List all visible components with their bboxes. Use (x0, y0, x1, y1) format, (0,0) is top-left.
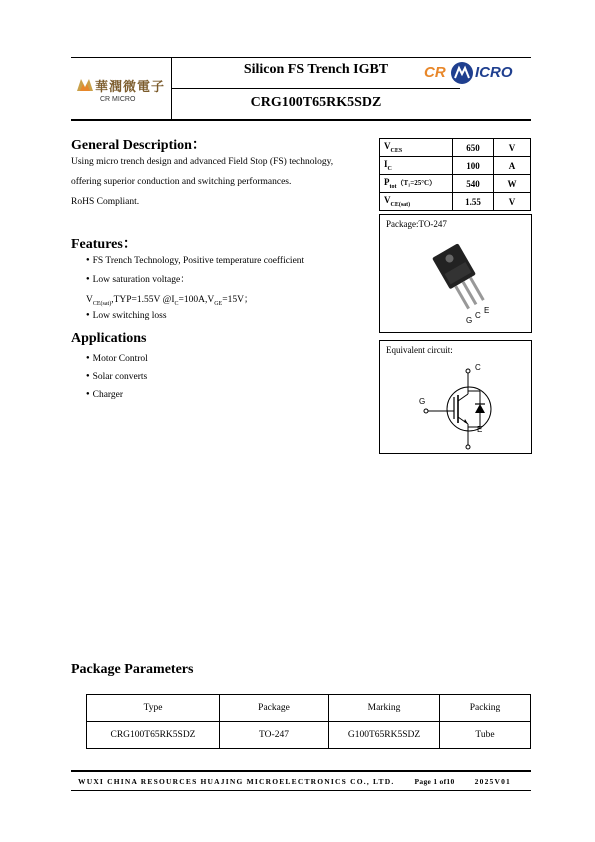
brand-logo (424, 60, 524, 86)
footer-page-number: Page 1 of10 (414, 777, 455, 786)
package-box (379, 214, 532, 333)
table-cell: G100T65RK5SDZ (329, 722, 440, 749)
rating-symbol (380, 193, 453, 211)
table-cell: Tube (440, 722, 531, 749)
company-logo (74, 72, 169, 112)
vce-sub-3: GE (214, 300, 223, 307)
header-cell: Package (220, 695, 329, 722)
rating-symbol (380, 139, 453, 157)
table-cell: TO-247 (220, 722, 329, 749)
header-top-rule (71, 57, 531, 58)
footer-text (78, 777, 511, 786)
symbol-subscript: C (387, 165, 392, 172)
package-label: Package:TO-247 (386, 219, 447, 229)
to247-package-icon (425, 243, 505, 323)
symbol-main: P (384, 177, 390, 188)
header-middle-rule (171, 88, 460, 89)
rating-value: 540 (453, 175, 494, 193)
igbt-symbol-icon (418, 361, 508, 451)
brand-text-left: CR (424, 64, 446, 81)
rating-symbol (380, 175, 453, 193)
package-pin-c: C (475, 311, 481, 320)
symbol-subscript: tot (389, 183, 397, 190)
general-description-line-2: offering superior conduction and switching performances. (71, 177, 292, 187)
rating-value: 100 (453, 157, 494, 175)
feature-item: ● FS Trench Technology, Positive temperature coefficient (86, 256, 304, 266)
logo-mark-icon (76, 76, 94, 94)
circuit-pin-e: E (477, 425, 483, 434)
symbol-subscript: CES (390, 147, 403, 154)
document-title: Silicon FS Trench IGBT (243, 62, 389, 77)
brand-text-right: ICRO (475, 64, 513, 81)
logo-english-name: CR MICRO (100, 96, 136, 103)
feature-item: ● Low saturation voltage： (86, 271, 190, 285)
symbol-subscript: CE(sat) (390, 201, 411, 208)
feature-item: ● Low switching loss (86, 311, 167, 321)
symbol-main: I (384, 159, 388, 170)
symbol-main: V (384, 195, 391, 206)
general-description-line-3: RoHS Compliant. (71, 197, 140, 207)
general-description-line-1: Using micro trench design and advanced Field Stop (FS) technology, (71, 157, 334, 167)
vce-text-a: V (86, 295, 93, 305)
symbol-main: V (384, 141, 391, 152)
table-row (380, 157, 531, 175)
equivalent-circuit-box (379, 340, 532, 454)
rating-unit: V (494, 139, 531, 157)
key-ratings-table (379, 138, 531, 211)
rating-unit: V (494, 193, 531, 211)
rating-value: 1.55 (453, 193, 494, 211)
header-cell: Packing (440, 695, 531, 722)
vce-sub-1: CE(sat) (92, 300, 112, 307)
header-cell: Type (87, 695, 220, 722)
part-number-title: CRG100T65RK5SDZ (250, 95, 382, 110)
package-pin-g: G (466, 316, 473, 325)
footer-rule-top (71, 770, 531, 772)
footer-rule-bottom (71, 790, 531, 791)
rating-symbol (380, 157, 453, 175)
symbol-condition: （T₁=25°C） (396, 179, 437, 188)
circuit-label: Equivalent circuit: (386, 345, 453, 355)
table-row (87, 722, 531, 749)
table-row (380, 139, 531, 157)
application-item: ● Motor Control (86, 354, 148, 364)
footer-revision: 2025V01 (474, 777, 511, 786)
package-pin-e: E (484, 306, 490, 315)
vce-text-d: =15V； (222, 295, 254, 305)
features-heading: Features： (71, 237, 137, 252)
brand-m-icon (450, 61, 474, 85)
header-bottom-rule (71, 119, 531, 121)
rating-unit: A (494, 157, 531, 175)
circuit-pin-g: G (419, 397, 426, 406)
rating-unit: W (494, 175, 531, 193)
logo-chinese-name: 華潤微電子 (95, 80, 166, 95)
vce-text-c: =100A,V (178, 295, 215, 305)
application-item: ● Charger (86, 390, 123, 400)
circuit-pin-c: C (475, 363, 481, 372)
vce-text-b: ,TYP=1.55V @I (111, 295, 175, 305)
header-cell: Marking (329, 695, 440, 722)
footer-company: WUXI CHINA RESOURCES HUAJING MICROELECTRONICS CO., LTD. (78, 777, 395, 786)
rating-value: 650 (453, 139, 494, 157)
package-parameters-table (86, 694, 531, 749)
application-item: ● Solar converts (86, 372, 147, 382)
table-cell: CRG100T65RK5SDZ (87, 722, 220, 749)
applications-heading: Applications (71, 331, 147, 346)
table-header-row (87, 695, 531, 722)
vce-typical-line (86, 291, 253, 307)
table-row (380, 175, 531, 193)
vce-sub-2: C (174, 300, 179, 307)
table-row (380, 193, 531, 211)
general-description-heading: General Description： (71, 138, 206, 153)
package-parameters-heading: Package Parameters (71, 662, 194, 677)
